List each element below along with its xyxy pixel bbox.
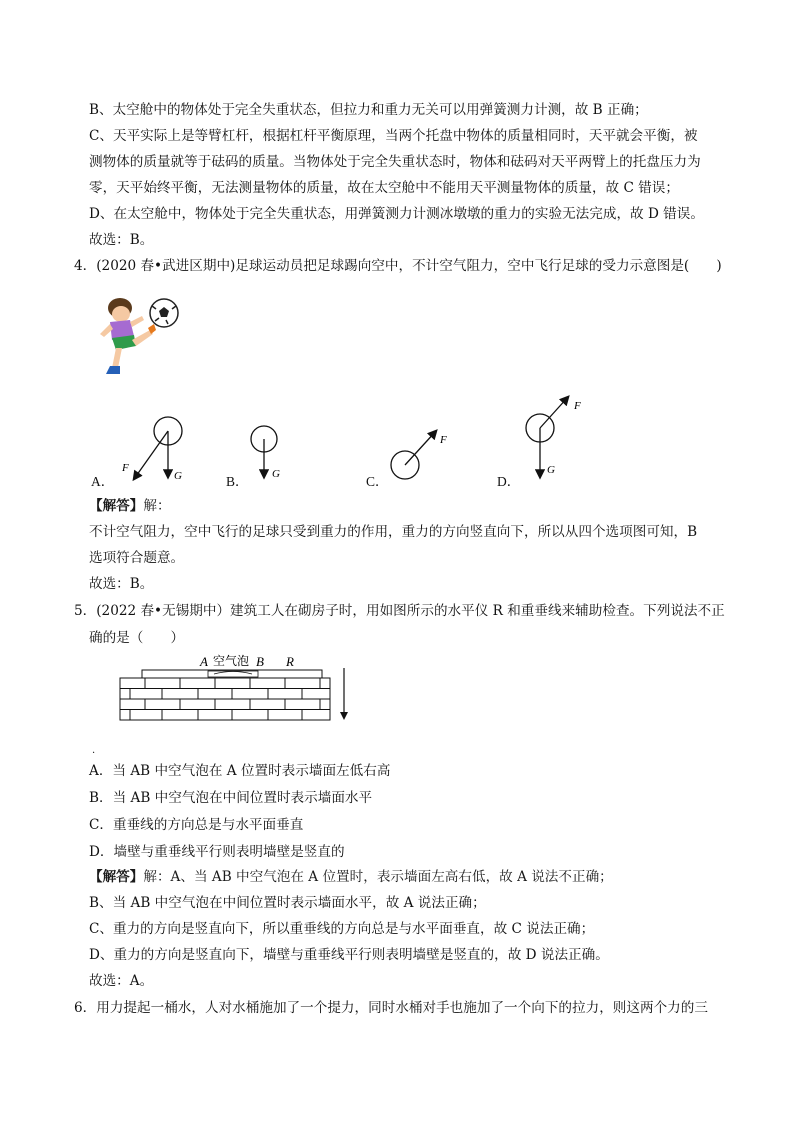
label-b: B	[256, 654, 264, 669]
q5-option-d: D．墙壁与重垂线平行则表明墙壁是竖直的	[89, 844, 345, 860]
label-r: R	[286, 654, 294, 669]
q4-options-diagram	[80, 385, 720, 495]
q5-answer-b: B、当 AB 中空气泡在中间位置时表示墙面水平，故 A 说法正确；	[89, 895, 486, 911]
solution-line-c3: 零，天平始终平衡，无法测量物体的质量，故在太空舱中不能用天平测量物体的质量，故 C 错误；	[89, 180, 679, 196]
option-d-label: D．	[497, 474, 521, 489]
q5-answer-a: 解：A、当 AB 中空气泡在 A 位置时，表示墙面左高右低，故 A 说法不正确；	[143, 869, 613, 885]
q5-answer-c: C、重力的方向是竖直向下，所以重垂线的方向总是与水平面垂直，故 C 说法正确；	[89, 921, 595, 937]
small-dot: .	[92, 745, 96, 756]
solution-line-d: D、在太空舱中，物体处于完全失重状态，用弹簧测力计测冰墩墩的重力的实验无法完成，故 D 错误。	[89, 206, 704, 222]
solution-line-b: B、太空舱中的物体处于完全失重状态，但拉力和重力无关可以用弹簧测力计测，故 B 正确；	[89, 102, 648, 118]
q5-answer-a-line	[89, 867, 613, 887]
q4-answer-label: 解：	[143, 498, 171, 514]
option-a-force-f: F	[122, 462, 129, 474]
question-4-stem: 4．(2020 春•武进区期中)足球运动员把足球踢向空中，不计空气阻力，空中飞行足球的受力示意图是( )	[74, 258, 722, 274]
wall-level-figure	[110, 650, 360, 725]
q5-choice: 故选：A。	[89, 973, 154, 989]
q4-explanation-1: 不计空气阻力，空中飞行的足球只受到重力的作用，重力的方向竖直向下，所以从四个选项图可知，B	[89, 524, 698, 540]
q4-answer-heading	[89, 496, 171, 516]
q5-answer-tag: 【解答】	[89, 869, 144, 885]
option-d-force-f: F	[574, 400, 581, 412]
option-c-diagram	[391, 431, 447, 479]
label-bubble: 空气泡	[213, 654, 250, 668]
option-d-force-g: G	[547, 464, 555, 476]
solution-line-c1: C、天平实际上是等臂杠杆，根据杠杆平衡原理，当两个托盘中物体的质量相同时，天平就会平衡，被	[89, 128, 698, 144]
q4-choice: 故选：B。	[89, 576, 154, 592]
option-a-label: A．	[91, 474, 115, 489]
question-6-stem: 6．用力提起一桶水，人对水桶施加了一个提力，同时水桶对手也施加了一个向下的拉力，则这两个力的三	[74, 1000, 708, 1016]
option-a-diagram	[121, 417, 182, 482]
solution-choice: 故选：B。	[89, 232, 154, 248]
plumb-arrow-icon	[340, 712, 348, 720]
option-a-force-g: G	[174, 470, 182, 482]
option-c-label: C．	[366, 474, 389, 489]
q4-explanation-2: 选项符合题意。	[89, 550, 185, 566]
soccer-player-illustration	[98, 290, 188, 380]
q5-option-a: A．当 AB 中空气泡在 A 位置时表示墙面左低右高	[89, 763, 391, 779]
q5-option-b: B．当 AB 中空气泡在中间位置时表示墙面水平	[89, 790, 373, 806]
option-b-label: B．	[226, 474, 249, 489]
option-c-force-f: F	[440, 434, 447, 446]
label-a: A	[200, 654, 208, 669]
q4-answer-tag: 【解答】	[89, 498, 144, 514]
question-5-stem-1: 5．(2022 春•无锡期中）建筑工人在砌房子时，用如图所示的水平仪 R 和重垂线来辅助检查。下列说法不正	[74, 603, 725, 619]
q5-answer-d: D、重力的方向是竖直向下，墙壁与重垂线平行则表明墙壁是竖直的，故 D 说法正确。	[89, 947, 609, 963]
solution-line-c2: 测物体的质量就等于砝码的质量。当物体处于完全失重状态时，物体和砝码对天平两臂上的托盘压力为	[89, 154, 701, 170]
soccer-ball-icon	[150, 299, 178, 327]
option-d-diagram	[526, 397, 581, 477]
option-b-diagram	[251, 426, 280, 480]
option-b-force-g: G	[272, 468, 280, 480]
question-5-stem-2: 确的是（ ）	[89, 630, 185, 646]
q5-option-c: C．重垂线的方向总是与水平面垂直	[89, 817, 304, 833]
